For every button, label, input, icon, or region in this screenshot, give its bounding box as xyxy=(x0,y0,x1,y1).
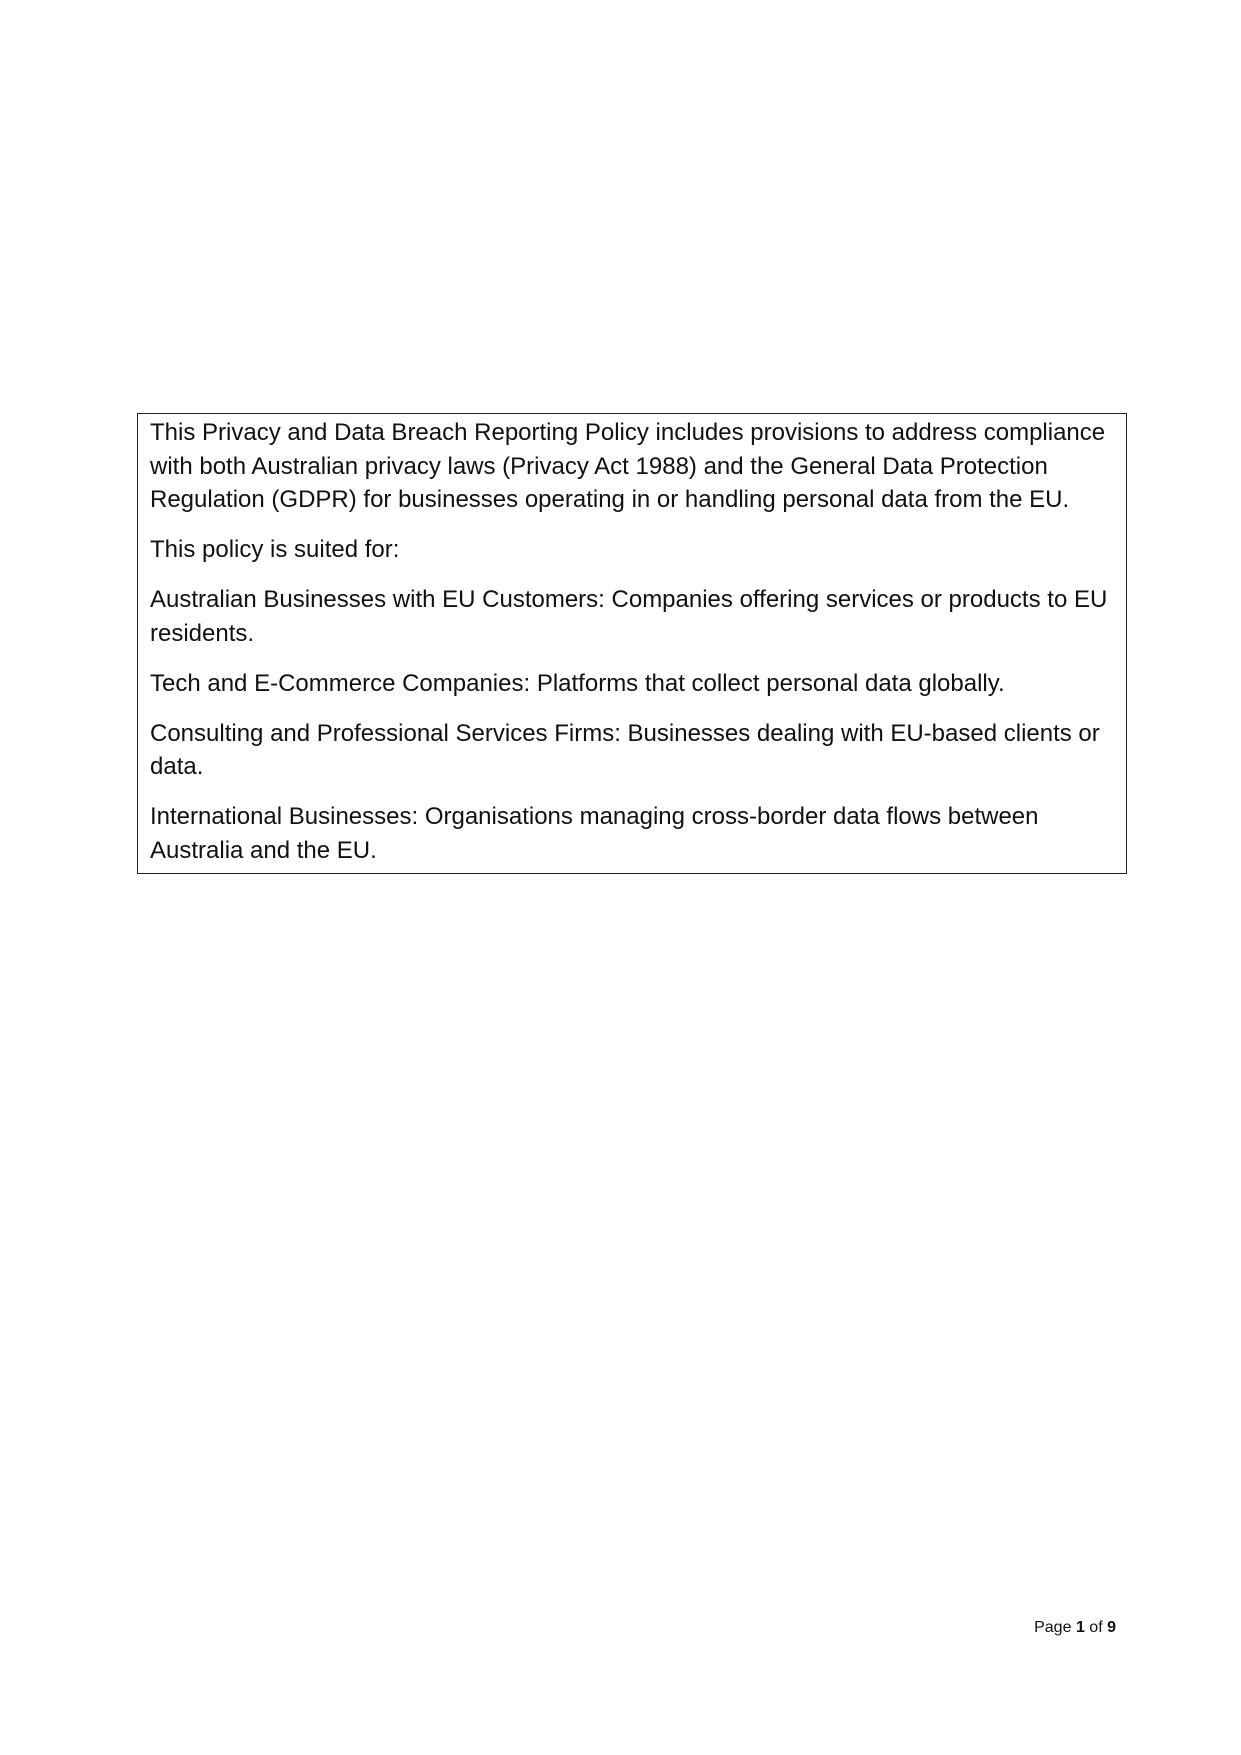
intro-paragraph-consulting-firms: Consulting and Professional Services Firms: Businesses dealing with EU-based clients or data. xyxy=(150,719,1100,780)
intro-paragraph-scope: This Privacy and Data Breach Reporting Policy includes provisions to address compliance with both Australian privacy laws (Privacy Act 1988) and the General Data Protection Regulation (GDPR) for businesses operating in or handling personal data from the EU. xyxy=(150,419,1106,513)
current-page-number: 1 xyxy=(1075,1619,1085,1636)
intro-paragraph-australian-businesses: Australian Businesses with EU Customers: Companies offering services or products to EU residents. xyxy=(150,586,1108,647)
page-number-footer xyxy=(1034,1618,1116,1638)
intro-text-box xyxy=(137,413,1127,874)
page-word: Page xyxy=(1034,1619,1072,1636)
intro-paragraph-suited-for: This policy is suited for: xyxy=(150,536,400,563)
of-word: of xyxy=(1089,1619,1103,1636)
total-pages-number: 9 xyxy=(1107,1619,1116,1636)
intro-paragraph-tech-ecommerce: Tech and E-Commerce Companies: Platforms that collect personal data globally. xyxy=(150,669,1005,697)
intro-paragraph-international-businesses: International Businesses: Organisations managing cross-border data flows between Australia and the EU. xyxy=(150,803,1039,864)
